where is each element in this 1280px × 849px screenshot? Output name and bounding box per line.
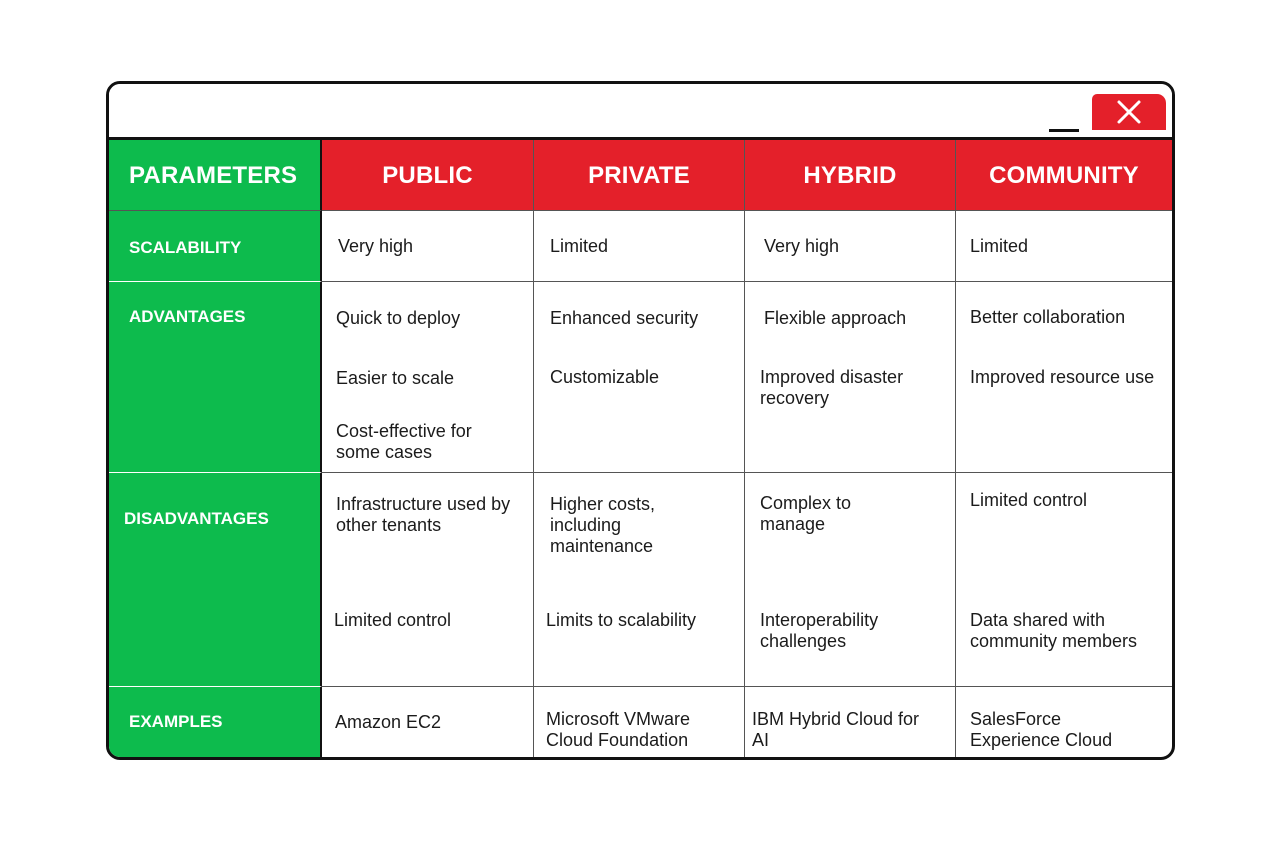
cell-text: Higher costs, including maintenance <box>550 494 656 556</box>
minimize-icon <box>1049 129 1079 132</box>
cell-text: Limits to scalability <box>546 610 697 630</box>
cell-text: Data shared with community members <box>970 610 1138 651</box>
cell-text: Microsoft VMware Cloud Foundation <box>546 709 691 750</box>
header-hybrid: HYBRID <box>745 140 956 211</box>
cell-text: Interoperability challenges <box>760 610 879 651</box>
cell-text: IBM Hybrid Cloud for AI <box>752 709 920 750</box>
cell-examples-private <box>534 687 745 757</box>
cell-advantages-private <box>534 282 745 473</box>
header-public: PUBLIC <box>322 140 534 211</box>
cell-disadvantages-public <box>322 473 534 687</box>
cell-text: Limited <box>970 236 1029 256</box>
app-window <box>106 81 1175 760</box>
row-label-advantages <box>109 282 322 473</box>
cell-text: Enhanced security <box>550 308 699 328</box>
header-private: PRIVATE <box>534 140 745 211</box>
close-button[interactable] <box>1092 94 1166 130</box>
cell-scalability-private <box>534 211 745 282</box>
cell-disadvantages-hybrid <box>745 473 956 687</box>
cell-examples-hybrid <box>745 687 956 757</box>
cell-text: Quick to deploy <box>336 308 461 328</box>
row-label-text: SCALABILITY <box>129 238 242 257</box>
cell-scalability-public <box>322 211 534 282</box>
row-label-text: DISADVANTAGES <box>124 509 269 528</box>
cell-scalability-community <box>956 211 1172 282</box>
cell-text: SalesForce Experience Cloud <box>970 709 1113 750</box>
cell-text: Very high <box>338 236 414 256</box>
cell-text: Amazon EC2 <box>335 712 442 732</box>
cell-text: Cost-effective for some cases <box>336 421 472 462</box>
row-label-disadvantages <box>109 473 322 687</box>
cell-text: Easier to scale <box>336 368 455 388</box>
cell-advantages-public <box>322 282 534 473</box>
cell-text: Limited control <box>970 490 1088 510</box>
cell-examples-community <box>956 687 1172 757</box>
comparison-table <box>109 140 1172 757</box>
cell-text: Customizable <box>550 367 660 387</box>
header-community: COMMUNITY <box>956 140 1172 211</box>
row-label-examples <box>109 687 322 757</box>
cell-text: Complex to manage <box>760 493 852 534</box>
cell-advantages-hybrid <box>745 282 956 473</box>
row-label-text: EXAMPLES <box>129 712 223 731</box>
cell-advantages-community <box>956 282 1172 473</box>
cell-text: Infrastructure used by other tenants <box>336 494 511 535</box>
cell-text: Better collaboration <box>970 307 1126 327</box>
cell-text: Improved disaster recovery <box>760 367 904 408</box>
cell-text: Limited control <box>334 610 452 630</box>
cell-text: Limited <box>550 236 609 256</box>
cell-text: Flexible approach <box>764 308 907 328</box>
cell-text: Very high <box>764 236 840 256</box>
cell-examples-public <box>322 687 534 757</box>
cell-disadvantages-private <box>534 473 745 687</box>
title-bar <box>109 84 1172 140</box>
close-icon <box>1116 99 1142 125</box>
header-parameters: PARAMETERS <box>109 140 322 211</box>
cell-disadvantages-community <box>956 473 1172 687</box>
row-label-scalability <box>109 211 322 282</box>
cell-text: Improved resource use <box>970 367 1155 387</box>
cell-scalability-hybrid <box>745 211 956 282</box>
row-label-text: ADVANTAGES <box>129 307 246 326</box>
minimize-button[interactable] <box>1047 108 1081 132</box>
